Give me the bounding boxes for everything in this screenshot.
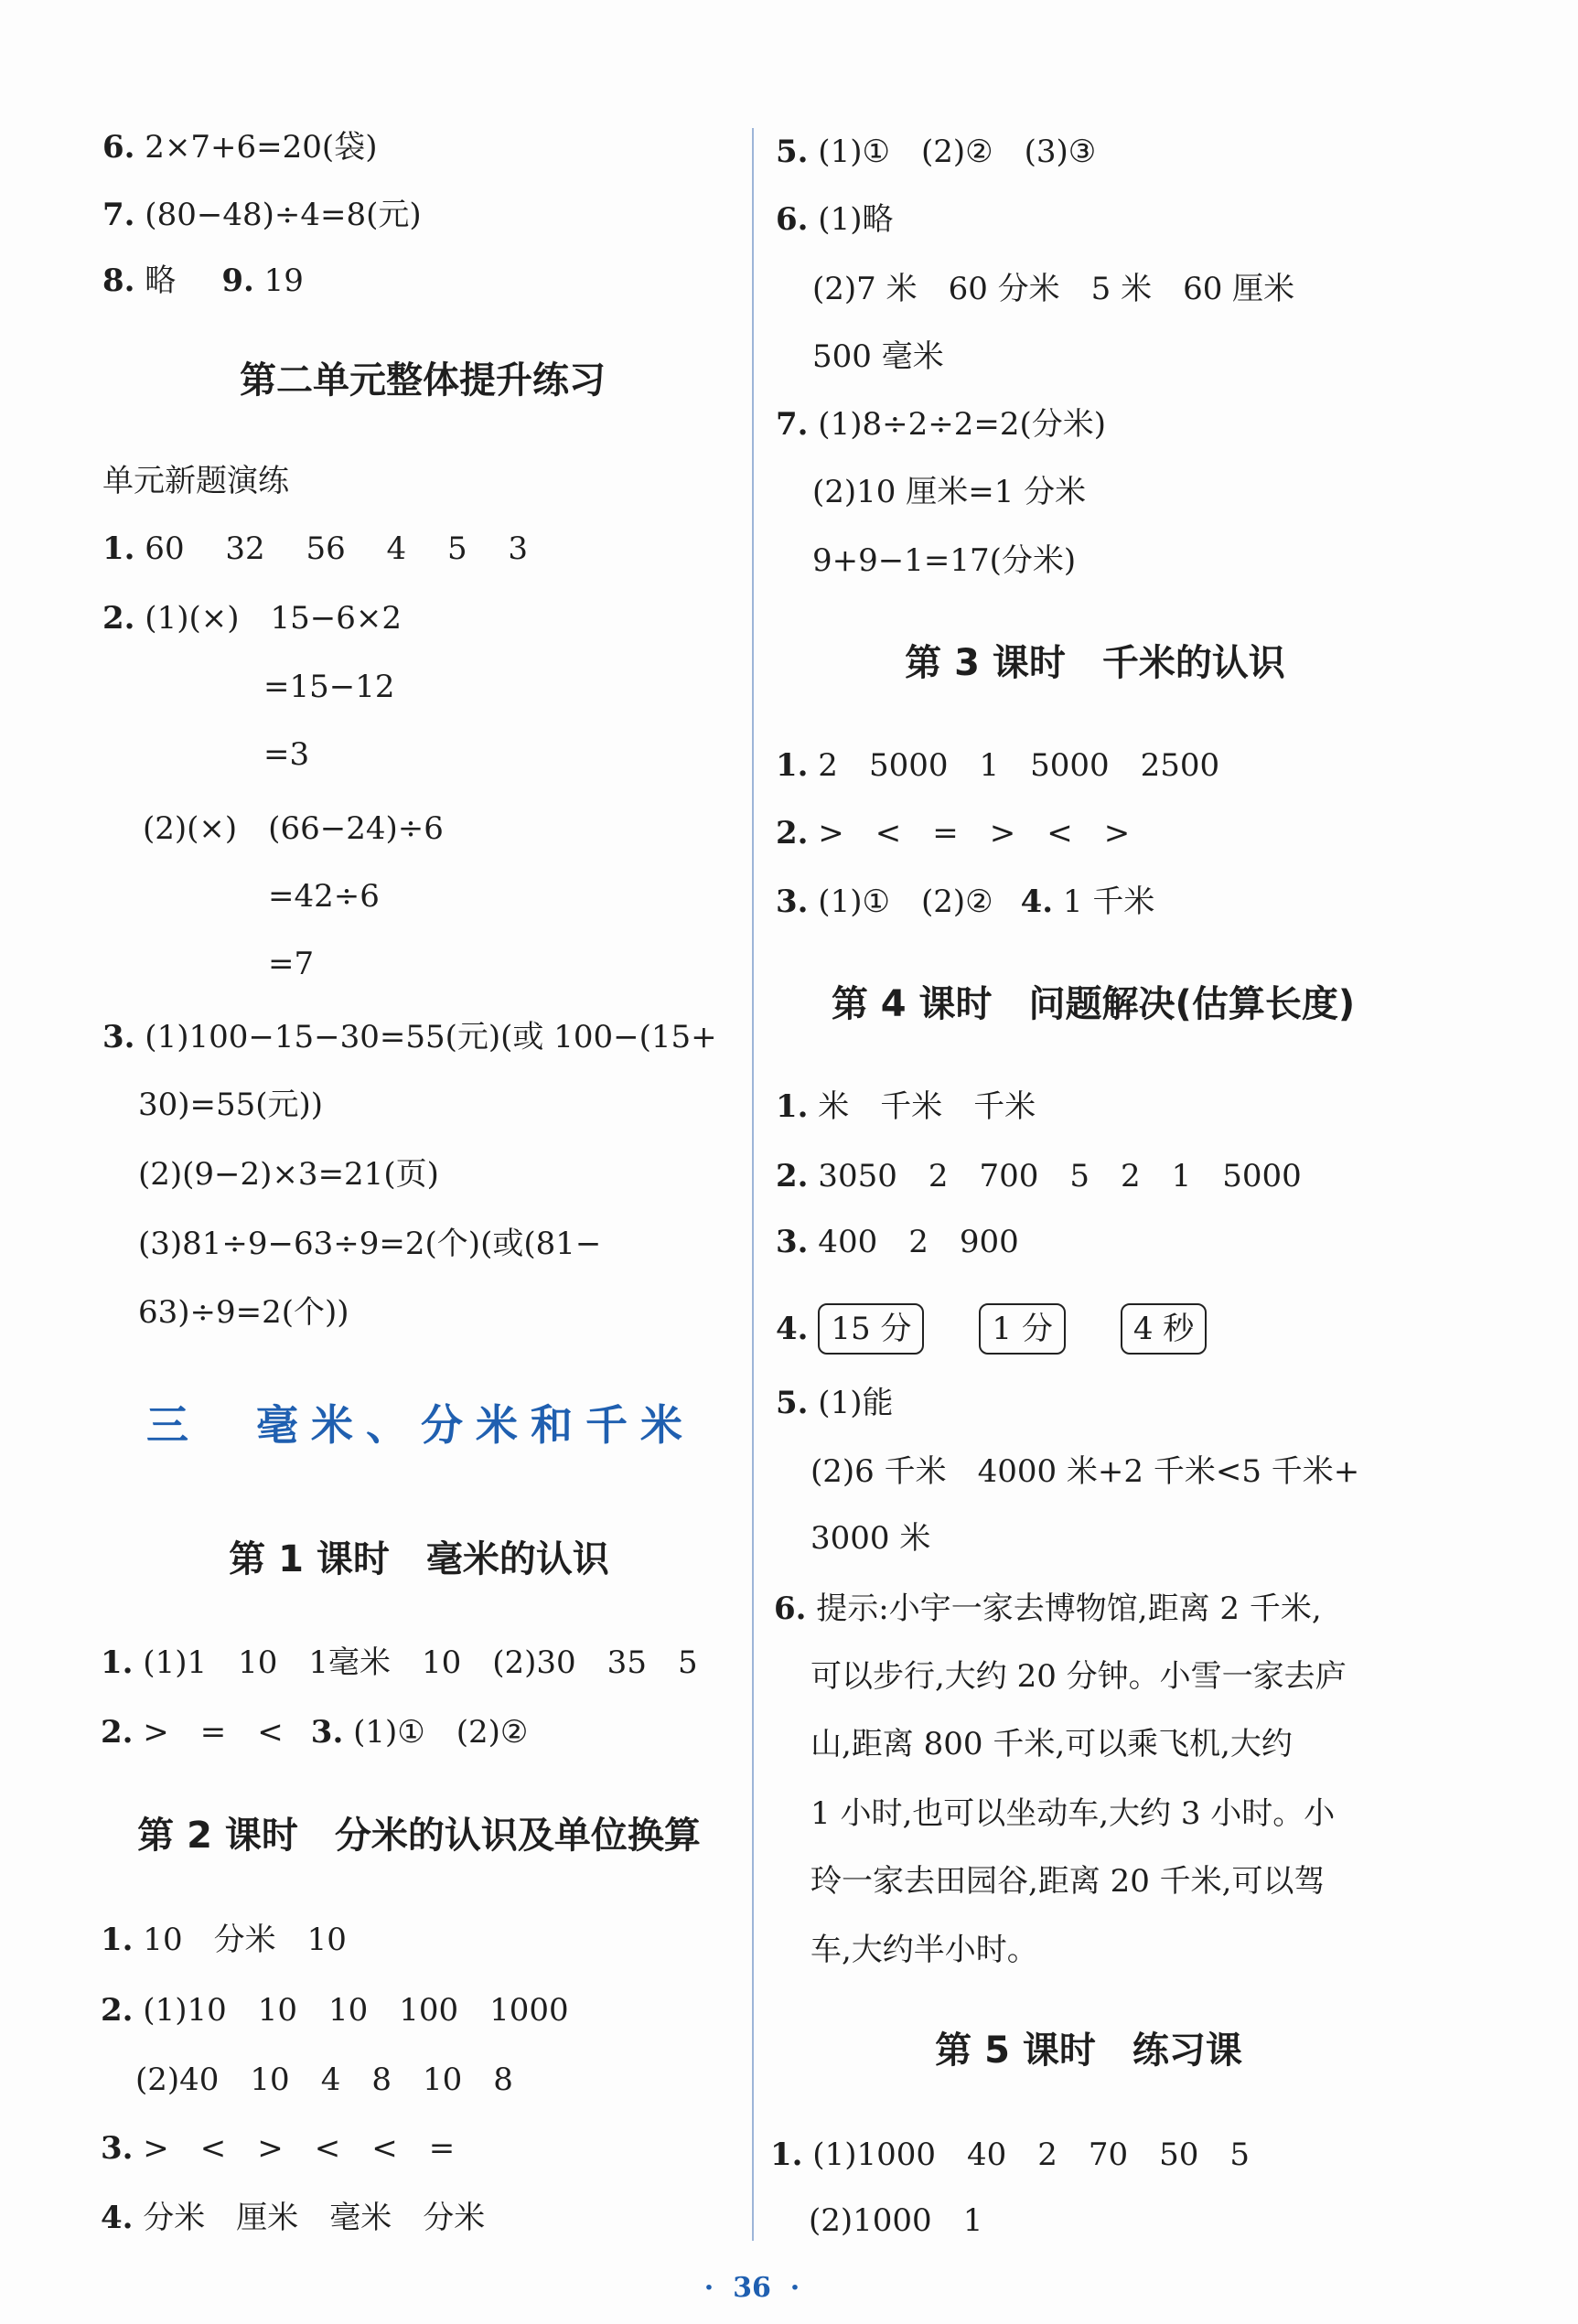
item-number: 1. xyxy=(101,1644,134,1681)
page-number: · 36 · xyxy=(703,2272,800,2304)
answer-5 xyxy=(776,132,1096,172)
answer-text: 3050 2 700 5 2 1 5000 xyxy=(808,1158,1302,1194)
answer-1 xyxy=(776,1087,1036,1127)
answer-text: > < > < < = xyxy=(133,2130,456,2167)
answer-1 xyxy=(101,1920,347,1960)
answer-line: 63)÷9=2(个)) xyxy=(138,1294,349,1331)
answer-text: 分米 厘米 毫米 分米 xyxy=(133,2200,486,2236)
answer-text: 略 xyxy=(134,262,177,299)
answer-8-9 xyxy=(102,261,304,301)
item-number: 7. xyxy=(102,197,135,233)
item-number: 5. xyxy=(776,1385,809,1421)
answer-line: (2)40 10 4 8 10 8 xyxy=(135,2062,513,2098)
answer-line: (2)1000 1 xyxy=(809,2202,983,2239)
unit-title: 三 毫米、分米和千米 xyxy=(146,1400,695,1450)
item-number: 1. xyxy=(776,1088,809,1125)
answer-line: 山,距离 800 千米,可以乘飞机,大约 xyxy=(810,1726,1293,1762)
answer-2 xyxy=(101,1990,569,2030)
answer-text: 2 5000 1 5000 2500 xyxy=(808,747,1220,784)
answer-text: (1)① (2)② xyxy=(808,884,993,920)
answer-1 xyxy=(101,1643,698,1683)
lesson-title: 第 1 课时 毫米的认识 xyxy=(229,1538,609,1580)
answer-line: 9+9−1=17(分米) xyxy=(812,542,1077,579)
boxed-answer: 1 分 xyxy=(979,1303,1065,1355)
answer-text: (1)100−15−30=55(元)(或 100−(15+ xyxy=(134,1019,717,1055)
item-number: 2. xyxy=(776,815,809,851)
boxed-answer: 15 分 xyxy=(818,1303,924,1355)
answer-text: > < = > < > xyxy=(808,815,1131,851)
answer-text: > = < xyxy=(133,1714,284,1751)
answer-text: 2×7+6=20(袋) xyxy=(134,129,378,166)
answer-line: 3000 米 xyxy=(810,1520,931,1557)
answer-1 xyxy=(776,745,1219,786)
answer-line: (2)10 厘米=1 分米 xyxy=(812,474,1087,510)
answer-text: 10 分米 10 xyxy=(133,1922,347,1958)
answer-text: 1 千米 xyxy=(1053,884,1155,920)
answer-text: (80−48)÷4=8(元) xyxy=(134,197,422,233)
answer-text: (1)能 xyxy=(808,1385,894,1421)
column-divider xyxy=(752,128,754,2241)
answer-text: (1)8÷2÷2=2(分米) xyxy=(808,406,1106,443)
item-number: 4. xyxy=(101,2200,134,2236)
answer-text: 提示:小宇一家去博物馆,距离 2 千米, xyxy=(806,1590,1322,1627)
answer-line: 车,大约半小时。 xyxy=(810,1932,1038,1968)
item-number: 3. xyxy=(310,1714,344,1751)
item-number: 2. xyxy=(102,600,135,637)
item-number: 2. xyxy=(101,1714,134,1751)
answer-text: (1)(×) 15−6×2 xyxy=(134,600,402,637)
item-number: 8. xyxy=(102,262,135,299)
answer-line: =3 xyxy=(263,736,310,773)
page-number-text: 36 xyxy=(733,2272,771,2304)
answer-line: (2)6 千米 4000 米+2 千米<5 千米+ xyxy=(810,1453,1360,1490)
answer-2 xyxy=(776,1156,1302,1196)
item-number: 6. xyxy=(776,201,809,238)
section-title-unit2: 第二单元整体提升练习 xyxy=(240,359,606,402)
answer-text: (1)1000 40 2 70 50 5 xyxy=(802,2137,1251,2173)
item-number: 1. xyxy=(776,747,809,784)
answer-line: 1 小时,也可以坐动车,大约 3 小时。小 xyxy=(810,1795,1336,1832)
answer-3 xyxy=(776,1222,1019,1262)
answer-text: 400 2 900 xyxy=(808,1224,1019,1260)
answer-4 xyxy=(101,2198,485,2238)
answer-7 xyxy=(776,404,1106,444)
subsection-label: 单元新题演练 xyxy=(102,463,289,499)
item-number: 3. xyxy=(101,2130,134,2167)
answer-2 xyxy=(776,813,1130,853)
lesson-title: 第 4 课时 问题解决(估算长度) xyxy=(831,983,1356,1025)
lesson-title: 第 5 课时 练习课 xyxy=(935,2029,1242,2072)
answer-1 xyxy=(770,2135,1250,2175)
answer-6 xyxy=(776,199,893,240)
answer-line: 30)=55(元)) xyxy=(138,1087,324,1123)
answer-text: 60 32 56 4 5 3 xyxy=(134,530,529,567)
answer-6 xyxy=(774,1589,1322,1629)
item-number: 4. xyxy=(1020,884,1054,920)
answer-3-4 xyxy=(776,882,1154,922)
answer-2-3 xyxy=(101,1712,528,1752)
item-number: 6. xyxy=(102,129,135,166)
boxed-answer: 4 秒 xyxy=(1121,1303,1207,1355)
answer-7 xyxy=(102,195,422,235)
item-number: 1. xyxy=(102,530,135,567)
answer-5 xyxy=(776,1383,893,1423)
answer-text: 19 xyxy=(253,262,304,299)
item-number: 4. xyxy=(776,1311,809,1347)
answer-text: (1)① (2)② xyxy=(343,1714,529,1751)
answer-line: (3)81÷9−63÷9=2(个)(或(81− xyxy=(138,1226,602,1262)
item-number: 3. xyxy=(102,1019,135,1055)
answer-2 xyxy=(102,598,402,638)
answer-4 xyxy=(776,1303,1261,1355)
answer-text: (1)1 10 1毫米 10 (2)30 35 5 xyxy=(133,1644,698,1681)
item-number: 3. xyxy=(776,1224,809,1260)
item-number: 1. xyxy=(101,1922,134,1958)
item-number: 1. xyxy=(770,2137,803,2173)
item-number: 5. xyxy=(776,134,809,170)
answer-line: =42÷6 xyxy=(268,878,380,915)
answer-line: 可以步行,大约 20 分钟。小雪一家去庐 xyxy=(810,1658,1347,1695)
answer-line: =15−12 xyxy=(263,669,395,705)
answer-line: 500 毫米 xyxy=(812,338,944,375)
answer-3 xyxy=(102,1017,717,1057)
lesson-title: 第 2 课时 分米的认识及单位换算 xyxy=(137,1815,701,1857)
answer-line: (2)(9−2)×3=21(页) xyxy=(138,1156,439,1193)
answer-3 xyxy=(101,2128,455,2169)
answer-text: (1)① (2)② (3)③ xyxy=(808,134,1097,170)
item-number: 2. xyxy=(776,1158,809,1194)
answer-6 xyxy=(102,127,377,167)
answer-text: (1)10 10 10 100 1000 xyxy=(133,1992,569,2029)
answer-line: (2)7 米 60 分米 5 米 60 厘米 xyxy=(812,271,1295,307)
item-number: 6. xyxy=(774,1590,807,1627)
answer-line: (2)(×) (66−24)÷6 xyxy=(143,810,444,847)
answer-text: 米 千米 千米 xyxy=(808,1088,1036,1125)
answer-1 xyxy=(102,529,528,569)
item-number: 3. xyxy=(776,884,809,920)
lesson-title: 第 3 课时 千米的认识 xyxy=(905,642,1285,684)
item-number: 7. xyxy=(776,406,809,443)
answer-text: (1)略 xyxy=(808,201,894,238)
item-number: 9. xyxy=(221,262,254,299)
item-number: 2. xyxy=(101,1992,134,2029)
answer-line: =7 xyxy=(268,946,315,982)
answer-line: 玲一家去田园谷,距离 20 千米,可以驾 xyxy=(810,1863,1326,1900)
